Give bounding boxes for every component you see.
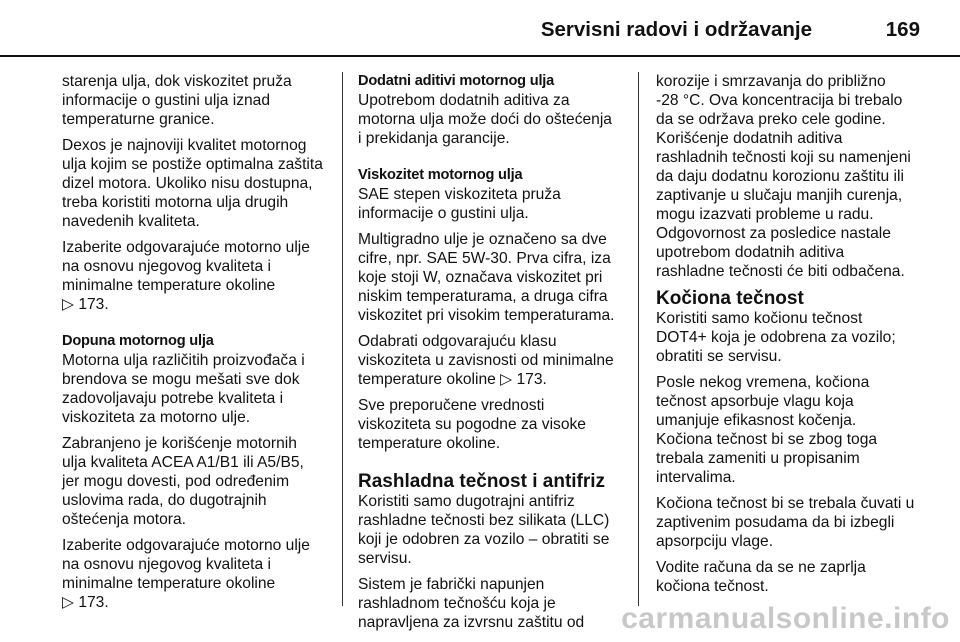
paragraph bbox=[62, 536, 330, 612]
paragraph bbox=[656, 373, 924, 487]
paragraph bbox=[358, 396, 626, 453]
subsection-heading: Dopuna motornog ulja bbox=[62, 333, 214, 349]
text-line: uslovima rada, do dugotrajnih bbox=[62, 492, 267, 509]
text-line: apsorpciju vlage. bbox=[656, 533, 774, 550]
column-divider bbox=[638, 72, 639, 606]
text-line: Dexos je najnoviji kvalitet motornog bbox=[62, 137, 307, 154]
text-line: Koristiti samo dugotrajni antifriz bbox=[358, 493, 575, 510]
text-line: viskozitet pri visokim temperaturama. bbox=[358, 307, 615, 324]
paragraph bbox=[656, 494, 924, 551]
text-line: starenja ulja, dok viskozitet pruža bbox=[62, 73, 292, 90]
text-line: rashladnom tečnošću koja je bbox=[358, 595, 556, 612]
text-line: navedenih kvaliteta. bbox=[62, 213, 200, 230]
text-line: tečnost apsorbuje vlagu koja bbox=[656, 393, 854, 410]
text-line: minimalne temperature okoline bbox=[62, 277, 276, 294]
text-line: SAE stepen viskoziteta pruža bbox=[358, 186, 561, 203]
text-line: brendova se mogu mešati sve dok bbox=[62, 371, 300, 388]
text-line: ulja kojim se postiže optimalna zaštita bbox=[62, 156, 323, 173]
text-line: viskoziteta za motorno ulje. bbox=[62, 409, 251, 426]
text-line: intervalima. bbox=[656, 469, 736, 486]
text-line: rashladne tečnosti će biti odbačena. bbox=[656, 263, 905, 280]
text-line: ▷ 173. bbox=[62, 594, 109, 611]
text-line: Motorna ulja različitih proizvođača i bbox=[62, 352, 305, 369]
text-line: Korišćenje dodatnih aditiva bbox=[656, 130, 843, 147]
text-line: -28 °C. Ova koncentracija bi trebalo bbox=[656, 92, 903, 109]
text-line: niskim temperaturama, a druga cifra bbox=[358, 288, 608, 305]
text-line: cifre, npr. SAE 5W-30. Prva cifra, iza bbox=[358, 250, 611, 267]
text-line: Kočiona tečnost bi se trebala čuvati u bbox=[656, 495, 915, 512]
paragraph bbox=[656, 72, 924, 281]
paragraph bbox=[656, 558, 924, 596]
text-column-3 bbox=[656, 72, 924, 603]
text-line: zaptivenim posudama da bi izbegli bbox=[656, 514, 895, 531]
text-line: Sistem je fabrički napunjen bbox=[358, 576, 545, 593]
paragraph bbox=[358, 91, 626, 148]
text-line: Odgovornost za posledice nastale bbox=[656, 225, 891, 242]
page-title: Servisni radovi i održavanje bbox=[540, 18, 812, 41]
watermark: carmanualsonline.info bbox=[621, 602, 950, 635]
text-line: zadovoljavaju potrebe kvaliteta i bbox=[62, 390, 284, 407]
paragraph bbox=[358, 575, 626, 632]
text-line: oštećenja motora. bbox=[62, 511, 186, 528]
text-line: rashladnih tečnosti koji su namenjeni bbox=[656, 149, 911, 166]
text-line: umanjuje efikasnost kočenja. bbox=[656, 412, 857, 429]
text-line: Sve preporučene vrednosti bbox=[358, 397, 545, 414]
text-line: napravljena za izvrsnu zaštitu od bbox=[358, 614, 585, 631]
text-line: dizel motora. Ukoliko nisu dostupna, bbox=[62, 175, 313, 192]
paragraph bbox=[358, 230, 626, 325]
text-line: informacije o gustini ulja iznad bbox=[62, 92, 271, 109]
text-line: temperature okoline. bbox=[358, 435, 501, 452]
text-line: Upotrebom dodatnih aditiva za bbox=[358, 92, 570, 109]
text-line: na osnovu njegovog kvaliteta i bbox=[62, 556, 271, 573]
text-column-2 bbox=[358, 72, 626, 639]
text-line: kočiona tečnost. bbox=[656, 578, 769, 595]
text-line: viskoziteta u zavisnosti od minimalne bbox=[358, 352, 614, 369]
header-divider bbox=[0, 55, 960, 57]
subsection-heading: Dodatni aditivi motornog ulja bbox=[358, 73, 555, 89]
paragraph bbox=[62, 351, 330, 427]
section-heading: Rashladna tečnost i antifriz bbox=[358, 471, 606, 492]
text-line: da daju dodatnu korozionu zaštitu ili bbox=[656, 168, 904, 185]
text-line: servisu. bbox=[358, 550, 412, 567]
text-line: minimalne temperature okoline bbox=[62, 575, 276, 592]
text-line: trebala zameniti u propisanim bbox=[656, 450, 860, 467]
text-line: temperature okoline ▷ 173. bbox=[358, 371, 547, 388]
text-line: koji je odobren za vozilo – obratiti se bbox=[358, 531, 610, 548]
page-number: 169 bbox=[885, 18, 920, 41]
paragraph bbox=[358, 332, 626, 389]
text-line: temperaturne granice. bbox=[62, 111, 215, 128]
text-line: Vodite računa da se ne zaprlja bbox=[656, 559, 866, 576]
text-line: Izaberite odgovarajuće motorno ulje bbox=[62, 239, 310, 256]
text-line: DOT4+ koja je odobrena za vozilo; bbox=[656, 329, 896, 346]
text-line: koje stoji W, označava viskozitet pri bbox=[358, 269, 603, 286]
paragraph bbox=[358, 492, 626, 568]
text-line: korozije i smrzavanja do približno bbox=[656, 73, 886, 90]
section-heading: Kočiona tečnost bbox=[656, 288, 804, 309]
text-line: Posle nekog vremena, kočiona bbox=[656, 374, 870, 391]
text-line: rashladne tečnosti bez silikata (LLC) bbox=[358, 512, 610, 529]
text-line: na osnovu njegovog kvaliteta i bbox=[62, 258, 271, 275]
text-column-1 bbox=[62, 72, 330, 619]
text-line: Zabranjeno je korišćenje motornih bbox=[62, 435, 297, 452]
text-line: obratiti se servisu. bbox=[656, 348, 782, 365]
subsection-heading: Viskozitet motornog ulja bbox=[358, 167, 523, 183]
text-line: viskoziteta su pogodne za visoke bbox=[358, 416, 586, 433]
text-line: ▷ 173. bbox=[62, 296, 109, 313]
paragraph bbox=[62, 238, 330, 314]
text-line: motorna ulja može doći do oštećenja bbox=[358, 111, 612, 128]
paragraph bbox=[62, 72, 330, 129]
text-line: mogu izazvati probleme u radu. bbox=[656, 206, 874, 223]
text-line: da se održava preko cele godine. bbox=[656, 111, 886, 128]
text-line: Multigradno ulje je označeno sa dve bbox=[358, 231, 607, 248]
paragraph bbox=[62, 434, 330, 529]
column-divider bbox=[342, 72, 343, 606]
text-line: Odabrati odgovarajuću klasu bbox=[358, 333, 557, 350]
text-line: Kočiona tečnost bi se zbog toga bbox=[656, 431, 878, 448]
text-line: Izaberite odgovarajuće motorno ulje bbox=[62, 537, 310, 554]
paragraph bbox=[62, 136, 330, 231]
text-line: upotrebom dodatnih aditiva bbox=[656, 244, 845, 261]
text-line: i prekidanja garancije. bbox=[358, 130, 510, 147]
paragraph bbox=[656, 309, 924, 366]
paragraph bbox=[358, 185, 626, 223]
text-line: jer mogu dovesti, pod određenim bbox=[62, 473, 290, 490]
text-line: informacije o gustini ulja. bbox=[358, 205, 529, 222]
text-line: Koristiti samo kočionu tečnost bbox=[656, 310, 863, 327]
text-line: zaptivanje u slučaju manjih curenja, bbox=[656, 187, 903, 204]
text-line: ulja kvaliteta ACEA A1/B1 ili A5/B5, bbox=[62, 454, 304, 471]
text-line: treba koristiti motorna ulja drugih bbox=[62, 194, 289, 211]
